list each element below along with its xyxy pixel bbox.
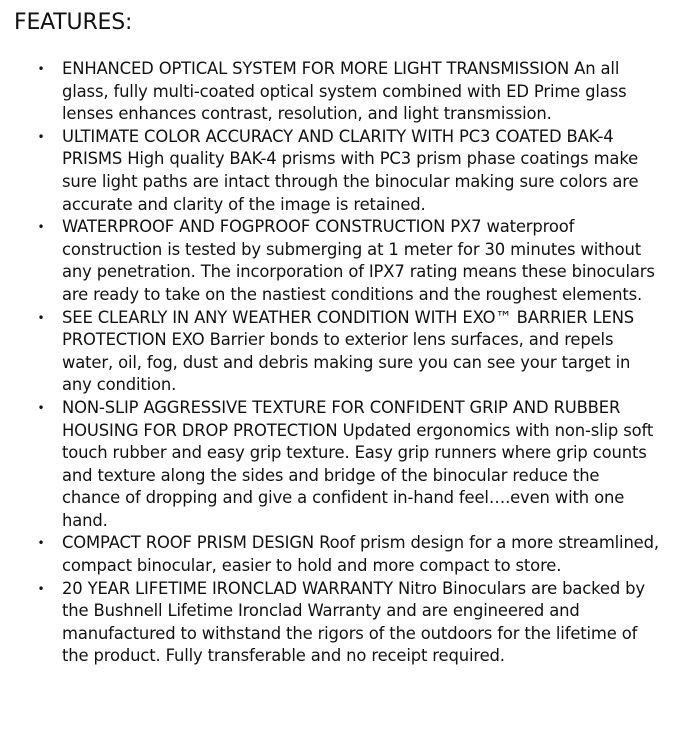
features-heading: FEATURES: <box>14 10 133 35</box>
feature-text: ENHANCED OPTICAL SYSTEM FOR MORE LIGHT TRANSMISSION An all glass, fully multi-coated optical system combined with ED Prime glass lenses enhances contrast, resolution, and light transmission. <box>62 59 627 124</box>
feature-item-warranty <box>37 578 662 668</box>
feature-text: ULTIMATE COLOR ACCURACY AND CLARITY WITH PC3 COATED BAK-4 PRISMS High quality BAK-4 prisms with PC3 prism phase coatings make sure light paths are intact through the binocular making sure colors are accurate and clarity of the image is retained. <box>62 126 639 214</box>
bullet-icon: • <box>37 129 45 144</box>
feature-item-roof-prism <box>37 532 662 577</box>
feature-text: WATERPROOF AND FOGPROOF CONSTRUCTION PX7 waterproof construction is tested by submerging at 1 meter for 30 minutes without any penetration. The incorporation of IPX7 rating means these binoculars are ready to take on the nastiest conditions and the roughest elements. <box>62 217 655 304</box>
bullet-icon: • <box>37 62 45 76</box>
bullet-icon: • <box>37 536 45 551</box>
feature-list <box>37 58 662 668</box>
feature-item-exo-barrier <box>37 307 662 397</box>
feature-text: COMPACT ROOF PRISM DESIGN Roof prism design for a more streamlined, compact binocular, easier to hold and more compact to store. <box>62 533 659 576</box>
feature-item-optical-system <box>37 58 662 126</box>
feature-text: SEE CLEARLY IN ANY WEATHER CONDITION WITH EXO™ BARRIER LENS PROTECTION EXO Barrier bonds to exterior lens surfaces, and repels water, oil, fog, dust and debris making sure you can see your target in any condition. <box>62 307 635 395</box>
bullet-icon: • <box>37 310 45 325</box>
feature-item-color-accuracy <box>37 126 662 216</box>
bullet-icon: • <box>37 581 45 596</box>
feature-text: NON-SLIP AGGRESSIVE TEXTURE FOR CONFIDENT GRIP AND RUBBER HOUSING FOR DROP PROTECTION Updated ergonomics with non-slip soft touch rubber and easy grip texture. Easy grip runners where grip counts and texture along the sides and bridge of the binocular reduce the chance of dropping and give a confident in-hand feel….even with one hand. <box>62 397 654 530</box>
feature-item-waterproof <box>37 216 662 306</box>
bullet-icon: • <box>37 400 45 415</box>
feature-item-non-slip-grip <box>37 397 662 533</box>
feature-text: 20 YEAR LIFETIME IRONCLAD WARRANTY Nitro Binoculars are backed by the Bushnell Lifetime Ironclad Warranty and are engineered and manufactured to withstand the rigors of the outdoors for the lifetime of the product. Fully transferable and no receipt required. <box>62 578 645 666</box>
bullet-icon: • <box>37 220 45 235</box>
